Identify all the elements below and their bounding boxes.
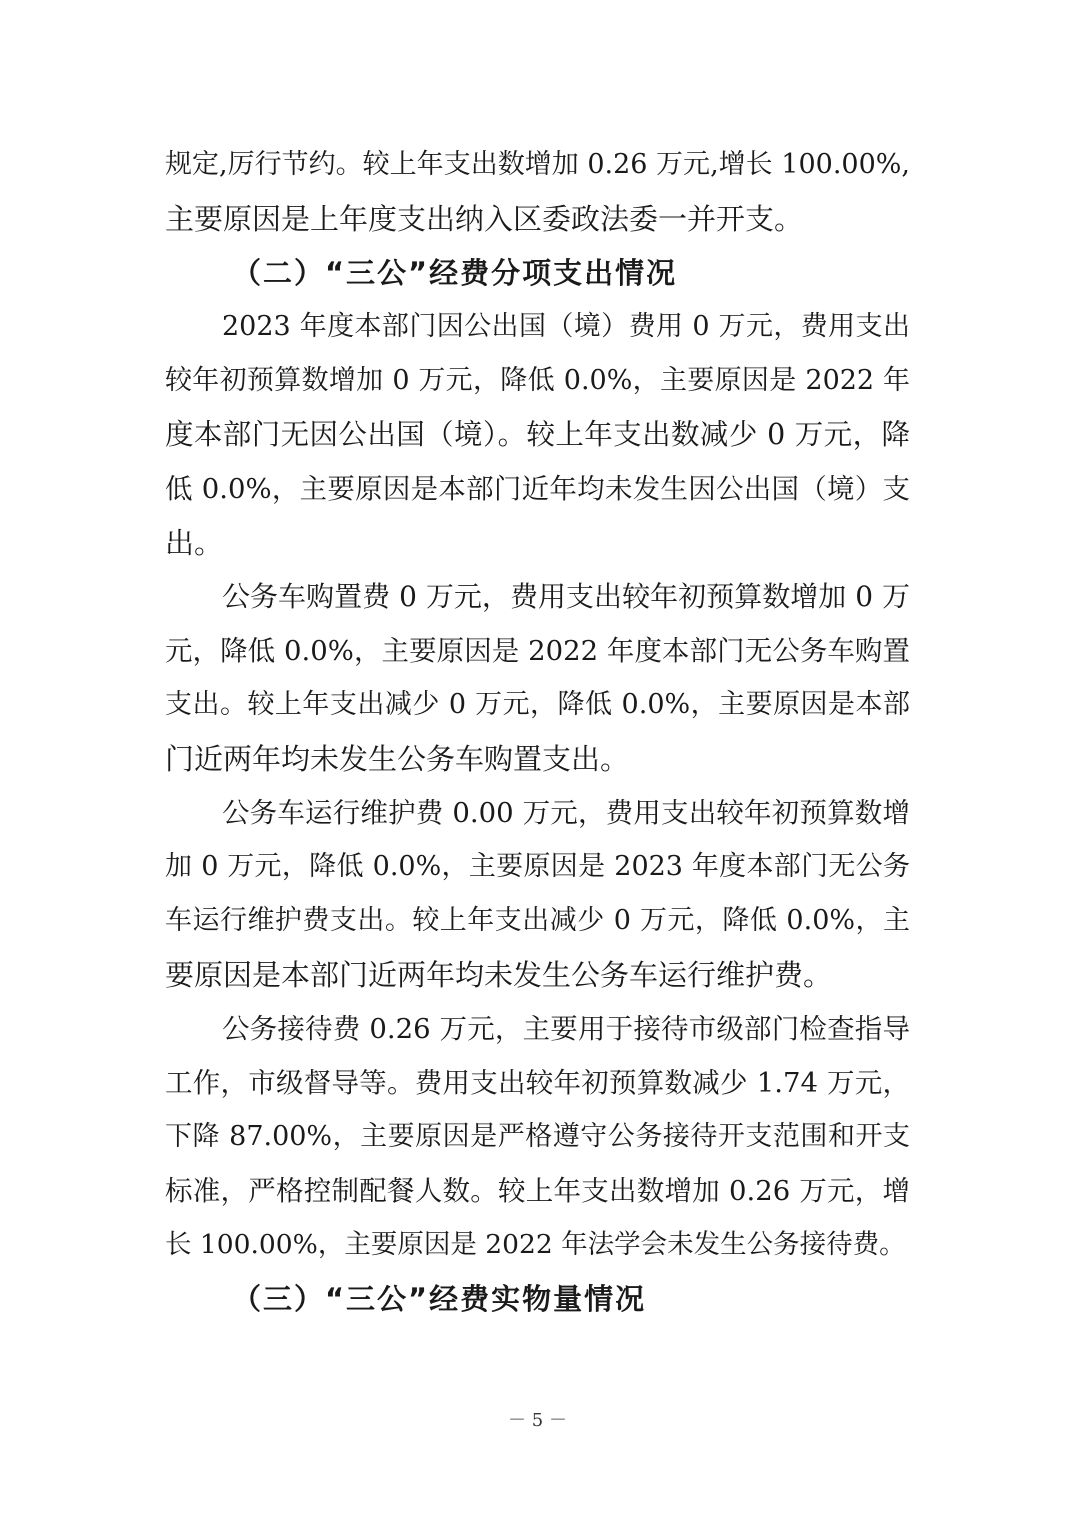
abroad-line-2: 较年初预算数增加 0 万元，降低 0.0%，主要原因是 2022 年 <box>165 365 910 396</box>
vehicle-purchase-line-1: 公务车购置费 0 万元，费用支出较年初预算数增加 0 万 <box>222 580 910 613</box>
abroad-line-3: 度本部门无因公出国（境）。较上年支出数减少 0 万元，降 <box>165 418 910 451</box>
abroad-line-5: 出。 <box>165 526 224 560</box>
section-3-heading: （三）“三公”经费实物量情况 <box>232 1282 647 1316</box>
abroad-line-1: 2023 年度本部门因公出国（境）费用 0 万元，费用支出 <box>222 311 910 342</box>
vehicle-purchase-line-3: 支出。较上年支出减少 0 万元，降低 0.0%，主要原因是本部 <box>165 689 910 720</box>
vehicle-operation-line-3: 车运行维护费支出。较上年支出减少 0 万元，降低 0.0%，主 <box>165 905 910 936</box>
reception-line-4: 标准，严格控制配餐人数。较上年支出数增加 0.26 万元，增 <box>165 1175 910 1207</box>
reception-line-2: 工作，市级督导等。费用支出较年初预算数减少 1.74 万元， <box>165 1067 910 1099</box>
vehicle-operation-line-2: 加 0 万元，降低 0.0%，主要原因是 2023 年度本部门无公务 <box>165 851 910 882</box>
intro-line-2: 主要原因是上年度支出纳入区委政法委一并开支。 <box>165 202 804 236</box>
vehicle-purchase-line-4: 门近两年均未发生公务车购置支出。 <box>165 742 630 776</box>
reception-line-1: 公务接待费 0.26 万元，主要用于接待市级部门检查指导 <box>222 1013 910 1045</box>
vehicle-operation-line-4: 要原因是本部门近两年均未发生公务车运行维护费。 <box>165 958 833 992</box>
section-2-heading: （二）“三公”经费分项支出情况 <box>232 256 678 290</box>
abroad-line-4: 低 0.0%，主要原因是本部门近年均未发生因公出国（境）支 <box>165 473 910 505</box>
vehicle-operation-line-1: 公务车运行维护费 0.00 万元，费用支出较年初预算数增 <box>222 797 910 829</box>
intro-line-1: 规定,厉行节约。较上年支出数增加 0.26 万元,增长 100.00%, <box>165 149 910 180</box>
page-number: － 5 － <box>508 1410 567 1431</box>
reception-line-3: 下降 87.00%，主要原因是严格遵守公务接待开支范围和开支 <box>165 1121 910 1152</box>
vehicle-purchase-line-2: 元，降低 0.0%，主要原因是 2022 年度本部门无公务车购置 <box>165 635 910 667</box>
reception-line-5: 长 100.00%，主要原因是 2022 年法学会未发生公务接待费。 <box>165 1229 906 1260</box>
